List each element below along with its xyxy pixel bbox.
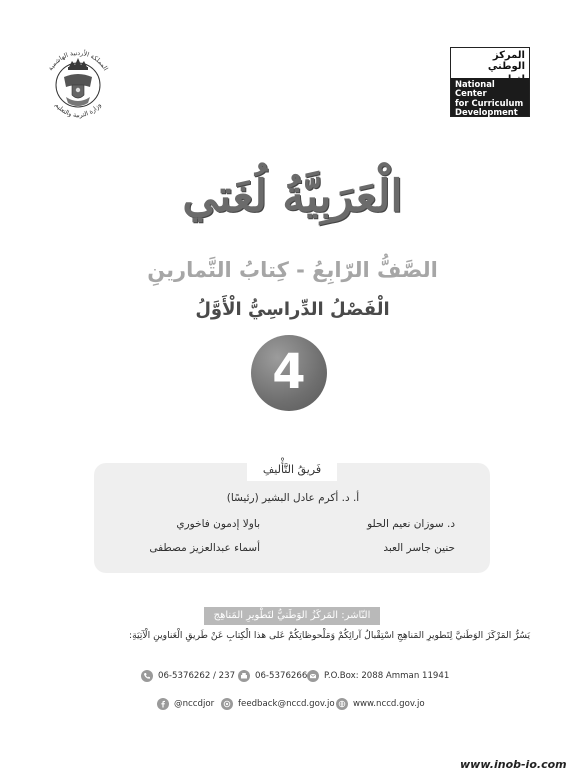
- semester-label: الْفَصْلُ الدِّراسِيُّ الْأَوَّلُ: [195, 299, 390, 320]
- pobox-text: P.O.Box: 2088 Amman 11941: [324, 671, 450, 681]
- website-url: www.nccd.gov.jo: [353, 699, 425, 709]
- svg-text:وزارة التربية والتعليم: وزارة التربية والتعليم: [53, 101, 103, 120]
- fax-number: 06-5376266: [255, 671, 308, 681]
- mailbox-icon: [307, 670, 319, 682]
- author-member: حنين جاسر العبد: [383, 542, 455, 554]
- contact-row-phones: [0, 668, 585, 684]
- author-member: باولا إدمون فاخوري: [176, 518, 260, 530]
- nccd-logo-english: [451, 78, 529, 116]
- nccd-logo-arabic-line1: المركز الوطني: [487, 50, 525, 72]
- publisher-label: النّاشر: المَركَزُ الوَطَنيُّ لتَطْويرِ المَناهِج: [204, 607, 380, 625]
- fax-icon: [238, 670, 250, 682]
- contact-website[interactable]: [336, 696, 425, 712]
- svg-text:المملكة الأردنية الهاشمية: المملكة الأردنية الهاشمية: [47, 49, 109, 72]
- author-member: د. سوزان نعيم الحلو: [367, 518, 455, 530]
- facebook-icon: [157, 698, 169, 710]
- publisher-note: يَسُرُّ المَرْكَزَ الوَطَنيَّ لِتَطويرِ المَناهِجِ اسْتِقْبالُ آرائِكُمْ وَمَلْحوظاتِكُمْ عَلى هذا الْكِتابِ عَنْ طَريقِ الْعَناوينِ الْآتِيَةِ:: [129, 630, 530, 641]
- phone-number: 06-5376262 / 237: [158, 671, 236, 681]
- authors-heading: فَريقُ التَّأْليفِ: [247, 459, 337, 481]
- contact-pobox: [307, 668, 449, 684]
- author-lead: أ. د. أكرم عادل البشير (رئيسًا): [226, 492, 360, 504]
- book-subtitle: الصَّفُّ الرّابِعُ - كِتابُ التَّمارينِ: [147, 258, 438, 282]
- phone-icon: [141, 670, 153, 682]
- at-sign-icon: [221, 698, 233, 710]
- contact-fax[interactable]: [238, 668, 307, 684]
- author-member: أسماء عبدالعزيز مصطفى: [149, 542, 260, 554]
- nccd-logo-english-line2: for Curriculum: [455, 97, 524, 108]
- nccd-logo-english-line1: National Center: [455, 79, 495, 99]
- globe-icon: [336, 698, 348, 710]
- nccd-logo: [450, 47, 530, 117]
- book-title: الْعَرَبِيَّةُ لُغَتي: [182, 171, 403, 222]
- site-watermark: www.inob-io.com: [460, 758, 567, 771]
- grade-number: 4: [272, 344, 306, 400]
- nccd-logo-english-line3: Development: [455, 106, 518, 117]
- ministry-emblem-seal: [38, 45, 118, 125]
- email-address: feedback@nccd.gov.jo: [238, 699, 335, 709]
- facebook-handle: @nccdjor: [174, 699, 215, 709]
- contact-email[interactable]: [221, 696, 335, 712]
- contact-phone[interactable]: [141, 668, 235, 684]
- grade-badge: [251, 335, 327, 411]
- contact-row-online: [0, 696, 585, 712]
- contact-facebook[interactable]: [157, 696, 214, 712]
